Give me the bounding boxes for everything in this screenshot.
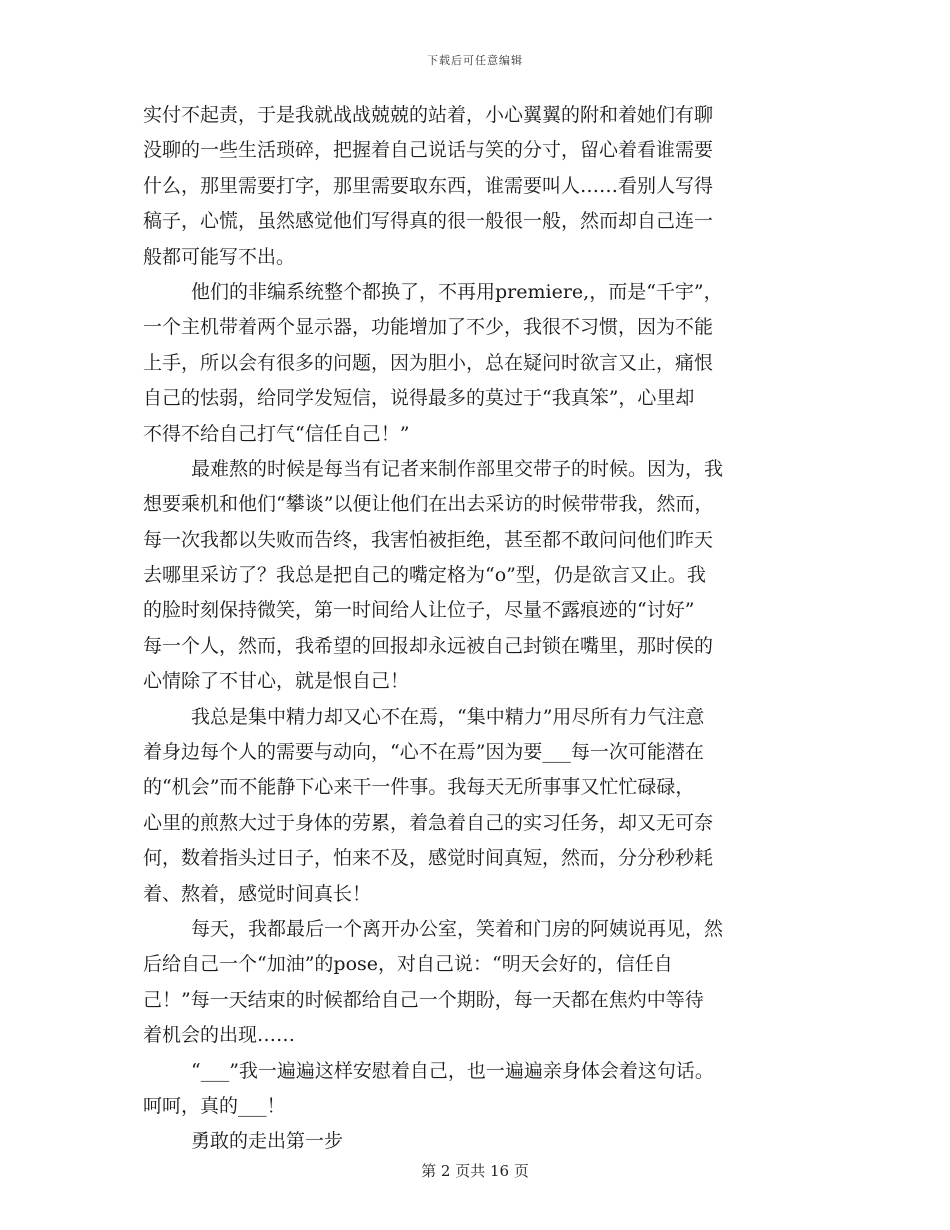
text-line: 上手，所以会有很多的问题，因为胆小，总在疑问时欲言又止，痛恨 — [143, 351, 714, 374]
text-line: 心里的煎熬大过于身体的劳累，着急着自己的实习任务，却又无可奈 — [143, 811, 714, 834]
text-line: 每一次我都以失败而告终，我害怕被拒绝，甚至都不敢问问他们昨天 — [143, 528, 714, 551]
text-line: 我总是集中精力却又心不在焉，“集中精力”用尽所有力气注意 — [191, 705, 705, 728]
text-line: 心情除了不甘心，就是恨自己！ — [143, 670, 410, 693]
text-line: 呵呵，真的___！ — [143, 1094, 286, 1117]
text-line: 何，数着指头过日子，怕来不及，感觉时间真短，然而，分分秒秒耗 — [143, 847, 714, 870]
text-line: 己！”每一天结束的时候都给自己一个期盼，每一天都在焦灼中等待 — [143, 988, 704, 1011]
page-header: 下载后可任意编辑 — [427, 54, 523, 67]
text-line: 去哪里采访了？我总是把自己的嘴定格为“o”型，仍是欲言又止。我 — [143, 564, 706, 587]
text-line: 不得不给自己打气“信任自己！” — [143, 422, 410, 445]
text-line: 的脸时刻保持微笑，第一时间给人让位子，尽量不露痕迹的“讨好” — [143, 599, 695, 622]
text-line: 的“机会”而不能静下心来干一件事。我每天无所事事又忙忙碌碌， — [143, 776, 695, 799]
text-line: 一个主机带着两个显示器，功能增加了不少，我很不习惯，因为不能 — [143, 316, 714, 339]
text-line: 稿子，心慌，虽然感觉他们写得真的很一般很一般，然而却自己连一 — [143, 210, 714, 233]
text-line: 自己的怯弱，给同学发短信，说得最多的莫过于“我真笨”，心里却 — [143, 387, 695, 410]
text-line: 最难熬的时候是每当有记者来制作部里交带子的时候。因为，我 — [191, 457, 724, 480]
text-line: 他们的非编系统整个都换了，不再用premiere,，而是“千宇”， — [191, 280, 723, 303]
text-line: “___”我一遍遍这样安慰着自己，也一遍遍亲身体会着这句话。 — [191, 1059, 714, 1082]
text-line: 每天，我都最后一个离开办公室，笑着和门房的阿姨说再见，然 — [191, 917, 724, 940]
document-body — [143, 98, 807, 1160]
text-line: 没聊的一些生活琐碎，把握着自己说话与笑的分寸，留心着看谁需要 — [143, 139, 714, 162]
text-line: 着身边每个人的需要与动向，“心不在焉”因为要___每一次可能潜在 — [143, 741, 704, 764]
text-line: 后给自己一个“加油”的pose，对自己说：“明天会好的，信任自 — [143, 953, 673, 976]
text-line: 勇敢的走出第一步 — [191, 1130, 344, 1153]
text-line: 每一个人，然而，我希望的回报却永远被自己封锁在嘴里，那时侯的 — [143, 634, 714, 657]
text-line: 着机会的出现…… — [143, 1024, 296, 1047]
text-line: 实付不起责，于是我就战战兢兢的站着，小心翼翼的附和着她们有聊 — [143, 104, 714, 126]
text-line: 着、熬着，感觉时间真长！ — [143, 882, 372, 905]
text-line: 般都可能写不出。 — [143, 245, 296, 268]
page-footer: 第 2 页共 16 页 — [421, 1162, 529, 1180]
text-line: 什么，那里需要打字，那里需要取东西，谁需要叫人……看别人写得 — [143, 174, 714, 197]
text-line: 想要乘机和他们“攀谈”以便让他们在出去采访的时候带带我，然而， — [143, 493, 714, 516]
